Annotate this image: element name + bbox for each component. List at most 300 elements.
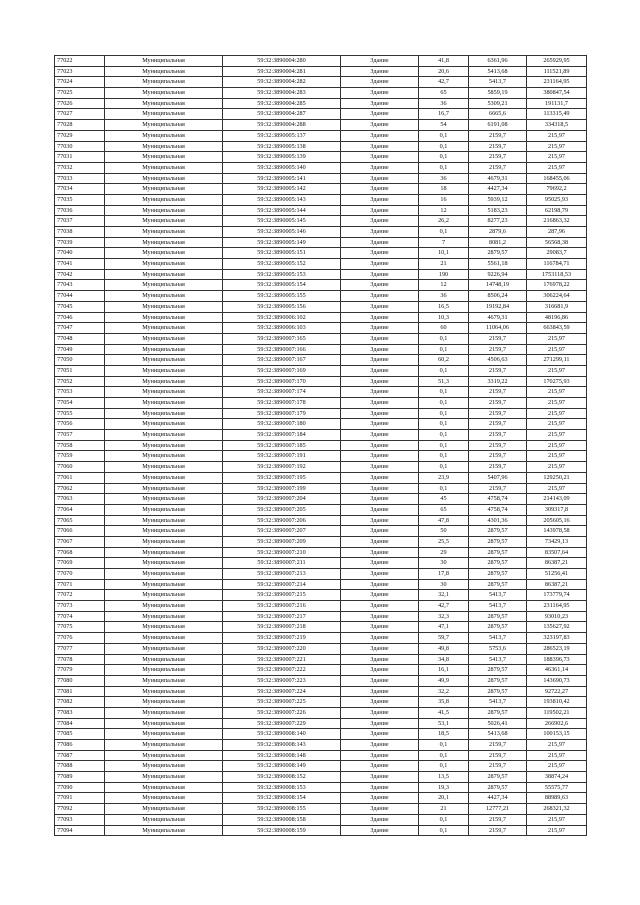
ownership-type-cell: Муниципальная — [105, 227, 223, 238]
cadastral-number-cell: 59:32:3890007:210 — [223, 547, 341, 558]
ownership-type-cell: Муниципальная — [105, 205, 223, 216]
area-cell: 20,6 — [419, 66, 469, 77]
unit-value-cell: 2879,57 — [469, 665, 527, 676]
object-kind-cell: Здание — [341, 451, 419, 462]
cadastral-number-cell: 59:32:3890007:211 — [223, 558, 341, 569]
row-number-cell: 77023 — [55, 66, 105, 77]
table-row — [55, 750, 587, 761]
table-row — [55, 643, 587, 654]
row-number-cell: 77068 — [55, 547, 105, 558]
cadastral-number-cell: 59:32:3890005:137 — [223, 130, 341, 141]
row-number-cell: 77027 — [55, 109, 105, 120]
area-cell: 30 — [419, 558, 469, 569]
row-number-cell: 77033 — [55, 173, 105, 184]
unit-value-cell: 4679,31 — [469, 312, 527, 323]
cadastral-number-cell: 59:32:3890008:140 — [223, 729, 341, 740]
cadastral-number-cell: 59:32:3890008:155 — [223, 804, 341, 815]
table-row — [55, 355, 587, 366]
ownership-type-cell: Муниципальная — [105, 483, 223, 494]
ownership-type-cell: Муниципальная — [105, 504, 223, 515]
area-cell: 0,1 — [419, 462, 469, 473]
row-number-cell: 77056 — [55, 419, 105, 430]
object-kind-cell: Здание — [341, 269, 419, 280]
object-kind-cell: Здание — [341, 130, 419, 141]
table-row — [55, 194, 587, 205]
ownership-type-cell: Муниципальная — [105, 707, 223, 718]
row-number-cell: 77053 — [55, 387, 105, 398]
object-kind-cell: Здание — [341, 430, 419, 441]
object-kind-cell: Здание — [341, 237, 419, 248]
cadastral-value-cell: 231164,95 — [527, 601, 587, 612]
ownership-type-cell: Муниципальная — [105, 333, 223, 344]
area-cell: 45 — [419, 494, 469, 505]
object-kind-cell: Здание — [341, 718, 419, 729]
area-cell: 20,1 — [419, 793, 469, 804]
ownership-type-cell: Муниципальная — [105, 729, 223, 740]
row-number-cell: 77048 — [55, 333, 105, 344]
unit-value-cell: 8506,24 — [469, 291, 527, 302]
object-kind-cell: Здание — [341, 323, 419, 334]
cadastral-value-cell: 83507,64 — [527, 547, 587, 558]
unit-value-cell: 4301,36 — [469, 515, 527, 526]
row-number-cell: 77065 — [55, 515, 105, 526]
unit-value-cell: 2159,7 — [469, 761, 527, 772]
row-number-cell: 77037 — [55, 216, 105, 227]
ownership-type-cell: Муниципальная — [105, 419, 223, 430]
object-kind-cell: Здание — [341, 387, 419, 398]
ownership-type-cell: Муниципальная — [105, 344, 223, 355]
cadastral-value-cell: 93010,23 — [527, 611, 587, 622]
row-number-cell: 77067 — [55, 536, 105, 547]
row-number-cell: 77070 — [55, 569, 105, 580]
area-cell: 32,3 — [419, 611, 469, 622]
unit-value-cell: 2159,7 — [469, 440, 527, 451]
cadastral-value-cell: 73429,13 — [527, 536, 587, 547]
area-cell: 49,9 — [419, 675, 469, 686]
cadastral-value-cell: 215,97 — [527, 419, 587, 430]
object-kind-cell: Здание — [341, 729, 419, 740]
cadastral-value-cell: 215,97 — [527, 344, 587, 355]
row-number-cell: 77029 — [55, 130, 105, 141]
object-kind-cell: Здание — [341, 569, 419, 580]
area-cell: 35,8 — [419, 697, 469, 708]
cadastral-number-cell: 59:32:3890007:184 — [223, 430, 341, 441]
table-row — [55, 98, 587, 109]
unit-value-cell: 5407,96 — [469, 472, 527, 483]
cadastral-value-cell: 309317,8 — [527, 504, 587, 515]
unit-value-cell: 2879,57 — [469, 675, 527, 686]
row-number-cell: 77077 — [55, 643, 105, 654]
ownership-type-cell: Муниципальная — [105, 622, 223, 633]
row-number-cell: 77032 — [55, 162, 105, 173]
area-cell: 26,2 — [419, 216, 469, 227]
table-row — [55, 504, 587, 515]
row-number-cell: 77083 — [55, 707, 105, 718]
row-number-cell: 77041 — [55, 259, 105, 270]
table-row — [55, 419, 587, 430]
unit-value-cell: 5939,12 — [469, 194, 527, 205]
cadastral-number-cell: 59:32:3890007:224 — [223, 686, 341, 697]
ownership-type-cell: Муниципальная — [105, 77, 223, 88]
cadastral-value-cell: 48196,86 — [527, 312, 587, 323]
cadastral-value-cell: 215,97 — [527, 408, 587, 419]
area-cell: 59,7 — [419, 633, 469, 644]
object-kind-cell: Здание — [341, 793, 419, 804]
row-number-cell: 77022 — [55, 56, 105, 67]
object-kind-cell: Здание — [341, 611, 419, 622]
unit-value-cell: 14748,19 — [469, 280, 527, 291]
object-kind-cell: Здание — [341, 419, 419, 430]
table-row — [55, 173, 587, 184]
area-cell: 30 — [419, 579, 469, 590]
row-number-cell: 77081 — [55, 686, 105, 697]
property-table — [54, 55, 587, 836]
area-cell: 0,1 — [419, 141, 469, 152]
object-kind-cell: Здание — [341, 376, 419, 387]
unit-value-cell: 2879,57 — [469, 622, 527, 633]
object-kind-cell: Здание — [341, 462, 419, 473]
object-kind-cell: Здание — [341, 761, 419, 772]
area-cell: 51,3 — [419, 376, 469, 387]
unit-value-cell: 5413,7 — [469, 77, 527, 88]
table-row — [55, 601, 587, 612]
cadastral-value-cell: 215,97 — [527, 761, 587, 772]
cadastral-number-cell: 59:32:3890007:215 — [223, 590, 341, 601]
ownership-type-cell: Муниципальная — [105, 558, 223, 569]
cadastral-number-cell: 59:32:3890007:214 — [223, 579, 341, 590]
cadastral-number-cell: 59:32:3890007:206 — [223, 515, 341, 526]
row-number-cell: 77035 — [55, 194, 105, 205]
unit-value-cell: 5561,18 — [469, 259, 527, 270]
table-row — [55, 184, 587, 195]
table-row — [55, 237, 587, 248]
cadastral-number-cell: 59:32:3890004:283 — [223, 88, 341, 99]
object-kind-cell: Здание — [341, 483, 419, 494]
ownership-type-cell: Муниципальная — [105, 130, 223, 141]
cadastral-value-cell: 215,97 — [527, 152, 587, 163]
cadastral-number-cell: 59:32:3890005:142 — [223, 184, 341, 195]
row-number-cell: 77045 — [55, 301, 105, 312]
ownership-type-cell: Муниципальная — [105, 462, 223, 473]
row-number-cell: 77044 — [55, 291, 105, 302]
cadastral-value-cell: 215,97 — [527, 750, 587, 761]
area-cell: 21 — [419, 804, 469, 815]
area-cell: 32,2 — [419, 686, 469, 697]
cadastral-value-cell: 143690,73 — [527, 675, 587, 686]
area-cell: 7 — [419, 237, 469, 248]
area-cell: 16,5 — [419, 301, 469, 312]
area-cell: 50 — [419, 526, 469, 537]
row-number-cell: 77093 — [55, 814, 105, 825]
ownership-type-cell: Муниципальная — [105, 686, 223, 697]
object-kind-cell: Здание — [341, 227, 419, 238]
area-cell: 0,1 — [419, 162, 469, 173]
cadastral-value-cell: 193810,42 — [527, 697, 587, 708]
cadastral-number-cell: 59:32:3890004:281 — [223, 66, 341, 77]
cadastral-value-cell: 188396,73 — [527, 654, 587, 665]
row-number-cell: 77092 — [55, 804, 105, 815]
unit-value-cell: 5183,23 — [469, 205, 527, 216]
unit-value-cell: 11064,06 — [469, 323, 527, 334]
ownership-type-cell: Муниципальная — [105, 291, 223, 302]
unit-value-cell: 2879,57 — [469, 707, 527, 718]
object-kind-cell: Здание — [341, 141, 419, 152]
ownership-type-cell: Муниципальная — [105, 56, 223, 67]
area-cell: 47,8 — [419, 515, 469, 526]
ownership-type-cell: Муниципальная — [105, 88, 223, 99]
unit-value-cell: 2879,57 — [469, 558, 527, 569]
cadastral-value-cell: 100153,15 — [527, 729, 587, 740]
ownership-type-cell: Муниципальная — [105, 536, 223, 547]
cadastral-number-cell: 59:32:3890008:143 — [223, 740, 341, 751]
object-kind-cell: Здание — [341, 665, 419, 676]
row-number-cell: 77061 — [55, 472, 105, 483]
row-number-cell: 77036 — [55, 205, 105, 216]
table-row — [55, 291, 587, 302]
cadastral-value-cell: 231164,95 — [527, 77, 587, 88]
row-number-cell: 77064 — [55, 504, 105, 515]
cadastral-value-cell: 215,97 — [527, 451, 587, 462]
area-cell: 32,1 — [419, 590, 469, 601]
cadastral-value-cell: 56568,38 — [527, 237, 587, 248]
ownership-type-cell: Муниципальная — [105, 814, 223, 825]
row-number-cell: 77079 — [55, 665, 105, 676]
table-row — [55, 579, 587, 590]
cadastral-number-cell: 59:32:3890007:170 — [223, 376, 341, 387]
row-number-cell: 77055 — [55, 408, 105, 419]
cadastral-value-cell: 268321,32 — [527, 804, 587, 815]
area-cell: 190 — [419, 269, 469, 280]
cadastral-number-cell: 59:32:3890007:226 — [223, 707, 341, 718]
cadastral-number-cell: 59:32:3890005:153 — [223, 269, 341, 280]
area-cell: 0,1 — [419, 430, 469, 441]
row-number-cell: 77026 — [55, 98, 105, 109]
cadastral-number-cell: 59:32:3890008:153 — [223, 782, 341, 793]
cadastral-number-cell: 59:32:3890008:152 — [223, 772, 341, 783]
unit-value-cell: 3319,22 — [469, 376, 527, 387]
table-row — [55, 707, 587, 718]
ownership-type-cell: Муниципальная — [105, 280, 223, 291]
cadastral-number-cell: 59:32:3890004:280 — [223, 56, 341, 67]
unit-value-cell: 5859,19 — [469, 88, 527, 99]
ownership-type-cell: Муниципальная — [105, 526, 223, 537]
object-kind-cell: Здание — [341, 98, 419, 109]
ownership-type-cell: Муниципальная — [105, 718, 223, 729]
unit-value-cell: 5413,7 — [469, 601, 527, 612]
area-cell: 21 — [419, 259, 469, 270]
unit-value-cell: 6191,08 — [469, 120, 527, 131]
ownership-type-cell: Муниципальная — [105, 579, 223, 590]
object-kind-cell: Здание — [341, 750, 419, 761]
row-number-cell: 77085 — [55, 729, 105, 740]
table-row — [55, 665, 587, 676]
cadastral-value-cell: 215,97 — [527, 740, 587, 751]
ownership-type-cell: Муниципальная — [105, 654, 223, 665]
table-row — [55, 109, 587, 120]
area-cell: 0,1 — [419, 419, 469, 430]
ownership-type-cell: Муниципальная — [105, 643, 223, 654]
object-kind-cell: Здание — [341, 675, 419, 686]
unit-value-cell: 8081,2 — [469, 237, 527, 248]
cadastral-number-cell: 59:32:3890007:180 — [223, 419, 341, 430]
row-number-cell: 77038 — [55, 227, 105, 238]
object-kind-cell: Здание — [341, 184, 419, 195]
ownership-type-cell: Муниципальная — [105, 194, 223, 205]
area-cell: 60,2 — [419, 355, 469, 366]
cadastral-value-cell: 215,97 — [527, 387, 587, 398]
area-cell: 0,1 — [419, 451, 469, 462]
cadastral-value-cell: 663843,59 — [527, 323, 587, 334]
object-kind-cell: Здание — [341, 259, 419, 270]
row-number-cell: 77028 — [55, 120, 105, 131]
cadastral-number-cell: 59:32:3890007:195 — [223, 472, 341, 483]
cadastral-value-cell: 215,97 — [527, 483, 587, 494]
cadastral-value-cell: 119502,21 — [527, 707, 587, 718]
ownership-type-cell: Муниципальная — [105, 740, 223, 751]
unit-value-cell: 2159,7 — [469, 398, 527, 409]
area-cell: 65 — [419, 504, 469, 515]
cadastral-value-cell: 271299,11 — [527, 355, 587, 366]
unit-value-cell: 2159,7 — [469, 130, 527, 141]
cadastral-number-cell: 59:32:3890007:213 — [223, 569, 341, 580]
unit-value-cell: 8277,23 — [469, 216, 527, 227]
object-kind-cell: Здание — [341, 333, 419, 344]
object-kind-cell: Здание — [341, 654, 419, 665]
cadastral-value-cell: 88989,63 — [527, 793, 587, 804]
table-row — [55, 697, 587, 708]
cadastral-number-cell: 59:32:3890007:207 — [223, 526, 341, 537]
unit-value-cell: 2159,7 — [469, 152, 527, 163]
row-number-cell: 77071 — [55, 579, 105, 590]
table-row — [55, 761, 587, 772]
ownership-type-cell: Муниципальная — [105, 387, 223, 398]
table-row — [55, 120, 587, 131]
row-number-cell: 77050 — [55, 355, 105, 366]
ownership-type-cell: Муниципальная — [105, 675, 223, 686]
unit-value-cell: 2159,7 — [469, 408, 527, 419]
ownership-type-cell: Муниципальная — [105, 269, 223, 280]
unit-value-cell: 2879,6 — [469, 227, 527, 238]
row-number-cell: 77034 — [55, 184, 105, 195]
ownership-type-cell: Муниципальная — [105, 120, 223, 131]
cadastral-number-cell: 59:32:3890005:143 — [223, 194, 341, 205]
unit-value-cell: 5413,7 — [469, 633, 527, 644]
area-cell: 10,3 — [419, 312, 469, 323]
cadastral-number-cell: 59:32:3890005:145 — [223, 216, 341, 227]
area-cell: 12 — [419, 205, 469, 216]
unit-value-cell: 2159,7 — [469, 344, 527, 355]
area-cell: 19,3 — [419, 782, 469, 793]
table-row — [55, 654, 587, 665]
area-cell: 0,1 — [419, 750, 469, 761]
area-cell: 0,1 — [419, 387, 469, 398]
ownership-type-cell: Муниципальная — [105, 98, 223, 109]
area-cell: 10,1 — [419, 248, 469, 259]
cadastral-number-cell: 59:32:3890007:167 — [223, 355, 341, 366]
object-kind-cell: Здание — [341, 312, 419, 323]
cadastral-value-cell: 215,97 — [527, 130, 587, 141]
cadastral-number-cell: 59:32:3890007:199 — [223, 483, 341, 494]
document-page — [54, 55, 586, 836]
cadastral-value-cell: 215,97 — [527, 462, 587, 473]
unit-value-cell: 2159,7 — [469, 750, 527, 761]
cadastral-number-cell: 59:32:3890005:151 — [223, 248, 341, 259]
table-row — [55, 718, 587, 729]
cadastral-number-cell: 59:32:3890007:221 — [223, 654, 341, 665]
cadastral-value-cell: 215,97 — [527, 162, 587, 173]
object-kind-cell: Здание — [341, 643, 419, 654]
cadastral-number-cell: 59:32:3890004:282 — [223, 77, 341, 88]
cadastral-value-cell: 214143,09 — [527, 494, 587, 505]
area-cell: 42,7 — [419, 77, 469, 88]
ownership-type-cell: Муниципальная — [105, 611, 223, 622]
cadastral-number-cell: 59:32:3890005:146 — [223, 227, 341, 238]
cadastral-value-cell: 191131,7 — [527, 98, 587, 109]
ownership-type-cell: Муниципальная — [105, 248, 223, 259]
row-number-cell: 77090 — [55, 782, 105, 793]
row-number-cell: 77087 — [55, 750, 105, 761]
table-row — [55, 782, 587, 793]
row-number-cell: 77094 — [55, 825, 105, 836]
cadastral-value-cell: 215,97 — [527, 825, 587, 836]
area-cell: 41,5 — [419, 707, 469, 718]
cadastral-value-cell: 170275,93 — [527, 376, 587, 387]
table-row — [55, 162, 587, 173]
cadastral-number-cell: 59:32:3890005:152 — [223, 259, 341, 270]
unit-value-cell: 2159,7 — [469, 387, 527, 398]
row-number-cell: 77060 — [55, 462, 105, 473]
object-kind-cell: Здание — [341, 152, 419, 163]
cadastral-number-cell: 59:32:3890005:140 — [223, 162, 341, 173]
table-row — [55, 462, 587, 473]
row-number-cell: 77051 — [55, 365, 105, 376]
ownership-type-cell: Муниципальная — [105, 601, 223, 612]
row-number-cell: 77073 — [55, 601, 105, 612]
table-row — [55, 814, 587, 825]
object-kind-cell: Здание — [341, 804, 419, 815]
cadastral-number-cell: 59:32:3890007:222 — [223, 665, 341, 676]
area-cell: 60 — [419, 323, 469, 334]
area-cell: 49,8 — [419, 643, 469, 654]
cadastral-value-cell: 129250,21 — [527, 472, 587, 483]
table-row — [55, 398, 587, 409]
object-kind-cell: Здание — [341, 622, 419, 633]
object-kind-cell: Здание — [341, 697, 419, 708]
cadastral-value-cell: 51256,41 — [527, 569, 587, 580]
area-cell: 0,1 — [419, 344, 469, 355]
table-row — [55, 440, 587, 451]
area-cell: 0,1 — [419, 814, 469, 825]
object-kind-cell: Здание — [341, 579, 419, 590]
row-number-cell: 77066 — [55, 526, 105, 537]
table-row — [55, 536, 587, 547]
cadastral-number-cell: 59:32:3890005:155 — [223, 291, 341, 302]
ownership-type-cell: Муниципальная — [105, 665, 223, 676]
area-cell: 65 — [419, 88, 469, 99]
object-kind-cell: Здание — [341, 162, 419, 173]
row-number-cell: 77043 — [55, 280, 105, 291]
ownership-type-cell: Муниципальная — [105, 772, 223, 783]
table-row — [55, 825, 587, 836]
cadastral-number-cell: 59:32:3890008:149 — [223, 761, 341, 772]
object-kind-cell: Здание — [341, 291, 419, 302]
cadastral-number-cell: 59:32:3890007:225 — [223, 697, 341, 708]
cadastral-number-cell: 59:32:3890007:229 — [223, 718, 341, 729]
ownership-type-cell: Муниципальная — [105, 376, 223, 387]
object-kind-cell: Здание — [341, 408, 419, 419]
object-kind-cell: Здание — [341, 782, 419, 793]
row-number-cell: 77074 — [55, 611, 105, 622]
